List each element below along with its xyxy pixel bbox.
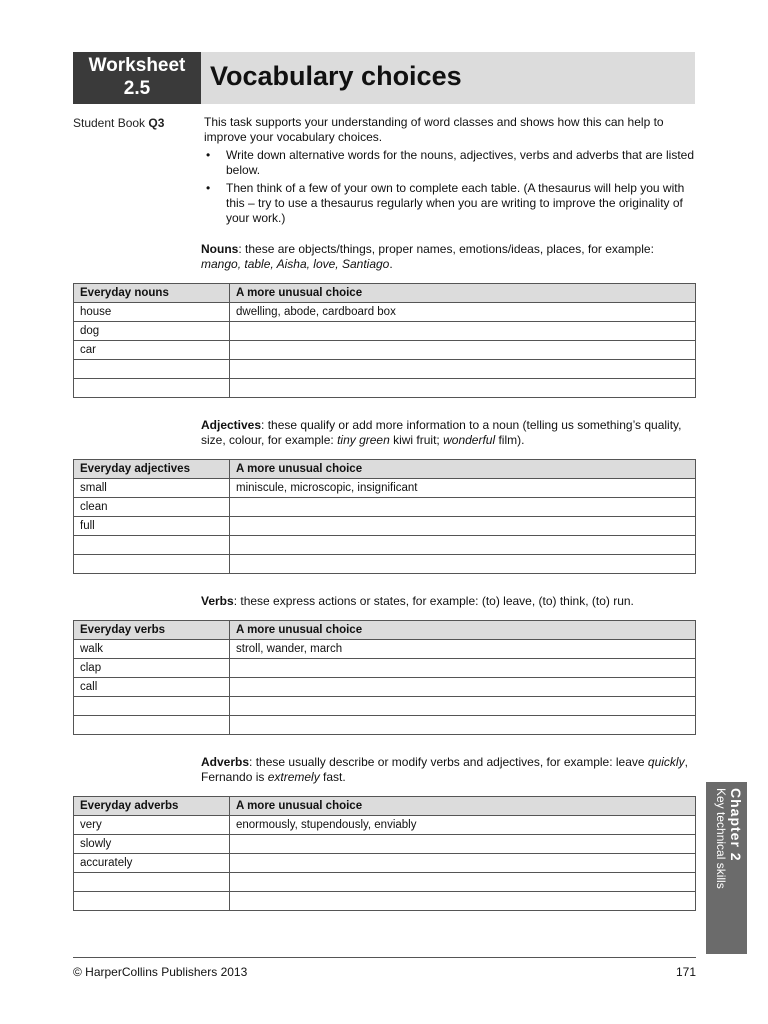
- word-cell[interactable]: [74, 536, 230, 555]
- footer-copyright: © HarperCollins Publishers 2013: [73, 965, 248, 979]
- word-cell[interactable]: [74, 379, 230, 398]
- choice-cell[interactable]: [230, 360, 696, 379]
- nouns-description: [201, 242, 696, 272]
- adjectives-description: [201, 418, 696, 448]
- table-row: [74, 517, 696, 536]
- table-row: [74, 303, 696, 322]
- intro-block: [204, 115, 696, 229]
- table-row: [74, 360, 696, 379]
- choice-cell[interactable]: [230, 322, 696, 341]
- adjectives-desc-mid: kiwi fruit;: [389, 433, 444, 447]
- choice-cell[interactable]: [230, 379, 696, 398]
- table-row: [74, 479, 696, 498]
- nouns-desc-end: .: [389, 257, 393, 271]
- column-header: A more unusual choice: [230, 621, 696, 640]
- worksheet-number: 2.5: [123, 78, 151, 99]
- word-cell: walk: [74, 640, 230, 659]
- adverbs-description: [201, 755, 696, 785]
- table-row: [74, 659, 696, 678]
- word-cell: very: [74, 816, 230, 835]
- table-row: [74, 555, 696, 574]
- table-header-row: [74, 284, 696, 303]
- adverbs-desc-text: : these usually describe or modify verbs and adjectives, for example: leave: [249, 755, 648, 769]
- table-row: [74, 816, 696, 835]
- table-header-row: [74, 460, 696, 479]
- choice-cell[interactable]: [230, 536, 696, 555]
- word-cell: full: [74, 517, 230, 536]
- adverbs-example: quickly: [647, 755, 685, 769]
- page-number: 171: [675, 965, 696, 979]
- column-header: A more unusual choice: [230, 460, 696, 479]
- adverbs-desc-mid: , Fernando is: [201, 755, 688, 784]
- choice-cell[interactable]: [230, 854, 696, 873]
- chapter-side-tab: [706, 782, 747, 954]
- table-row: [74, 854, 696, 873]
- word-cell: car: [74, 341, 230, 360]
- verbs-description: [201, 594, 696, 609]
- adjectives-term: Adjectives: [201, 418, 262, 432]
- adjectives-example: tiny green: [337, 433, 390, 447]
- table-row: [74, 640, 696, 659]
- column-header: Everyday nouns: [74, 284, 230, 303]
- word-cell: clean: [74, 498, 230, 517]
- word-cell: small: [74, 479, 230, 498]
- table-row: [74, 536, 696, 555]
- intro-text: This task supports your understanding of word classes and shows how this can help to improve your vocabulary choices.: [204, 115, 664, 144]
- word-cell: call: [74, 678, 230, 697]
- table-row: [74, 835, 696, 854]
- student-book-question: Q3: [148, 116, 165, 130]
- worksheet-header: [73, 52, 695, 104]
- choice-cell[interactable]: [230, 341, 696, 360]
- column-header: A more unusual choice: [230, 284, 696, 303]
- nouns-table: [73, 283, 696, 398]
- table-row: [74, 678, 696, 697]
- choice-cell[interactable]: [230, 697, 696, 716]
- table-header-row: [74, 621, 696, 640]
- table-row: [74, 697, 696, 716]
- adjectives-table: [73, 459, 696, 574]
- nouns-desc-text: : these are objects/things, proper names, emotions/ideas, places, for example:: [238, 242, 654, 256]
- adverbs-table: [73, 796, 696, 911]
- adverbs-desc-end: fast.: [319, 770, 346, 784]
- instruction-item: • Then think of a few of your own to complete each table. (A thesaurus will help you with this – try to use a thesaurus regularly when you are writing to improve the originality of your work.): [204, 181, 696, 226]
- instruction-item: • Write down alternative words for the nouns, adjectives, verbs and adverbs that are listed below.: [204, 148, 696, 178]
- adverbs-term: Adverbs: [201, 755, 250, 769]
- nouns-example: mango, table, Aisha, love, Santiago: [201, 257, 390, 271]
- word-cell[interactable]: [74, 716, 230, 735]
- column-header: A more unusual choice: [230, 797, 696, 816]
- adverbs-example: extremely: [267, 770, 320, 784]
- verbs-term: Verbs: [201, 594, 234, 608]
- table-row: [74, 873, 696, 892]
- column-header: Everyday adjectives: [74, 460, 230, 479]
- table-row: [74, 892, 696, 911]
- chapter-subtitle: Key technical skills: [714, 788, 728, 889]
- worksheet-number-box: [73, 52, 201, 104]
- word-cell: slowly: [74, 835, 230, 854]
- chapter-label: Chapter 2: [728, 788, 744, 862]
- word-cell[interactable]: [74, 697, 230, 716]
- adjectives-example: wonderful: [443, 433, 496, 447]
- table-header-row: [74, 797, 696, 816]
- choice-cell[interactable]: [230, 517, 696, 536]
- choice-cell[interactable]: stroll, wander, march: [230, 640, 696, 659]
- word-cell[interactable]: [74, 360, 230, 379]
- choice-cell[interactable]: [230, 873, 696, 892]
- student-book-ref: [73, 116, 164, 130]
- instruction-list: [204, 148, 696, 226]
- table-row: [74, 716, 696, 735]
- table-row: [74, 322, 696, 341]
- table-row: [74, 498, 696, 517]
- chapter-side-tab-text: [706, 782, 747, 954]
- word-cell: house: [74, 303, 230, 322]
- choice-cell[interactable]: [230, 659, 696, 678]
- word-cell: dog: [74, 322, 230, 341]
- column-header: Everyday verbs: [74, 621, 230, 640]
- adjectives-desc-end: film).: [495, 433, 525, 447]
- word-cell: accurately: [74, 854, 230, 873]
- choice-cell[interactable]: [230, 892, 696, 911]
- column-header: Everyday adverbs: [74, 797, 230, 816]
- word-cell[interactable]: [74, 555, 230, 574]
- table-row: [74, 341, 696, 360]
- word-cell[interactable]: [74, 892, 230, 911]
- choice-cell[interactable]: [230, 716, 696, 735]
- word-cell: clap: [74, 659, 230, 678]
- nouns-term: Nouns: [201, 242, 239, 256]
- student-book-label: Student Book: [73, 116, 146, 130]
- footer-divider: [73, 957, 696, 958]
- choice-cell[interactable]: enormously, stupendously, enviably: [230, 816, 696, 835]
- choice-cell[interactable]: dwelling, abode, cardboard box: [230, 303, 696, 322]
- choice-cell[interactable]: miniscule, microscopic, insignificant: [230, 479, 696, 498]
- choice-cell[interactable]: [230, 498, 696, 517]
- adjectives-desc-text: : these qualify or add more information to a noun (telling us something’s quality, size, colour, for example:: [201, 418, 682, 447]
- word-cell[interactable]: [74, 873, 230, 892]
- table-row: [74, 379, 696, 398]
- choice-cell[interactable]: [230, 678, 696, 697]
- verbs-desc-text: : these express actions or states, for example: (to) leave, (to) think, (to) run.: [233, 594, 634, 608]
- choice-cell[interactable]: [230, 835, 696, 854]
- worksheet-label: Worksheet: [88, 55, 186, 76]
- page-title: Vocabulary choices: [210, 61, 462, 91]
- verbs-table: [73, 620, 696, 735]
- choice-cell[interactable]: [230, 555, 696, 574]
